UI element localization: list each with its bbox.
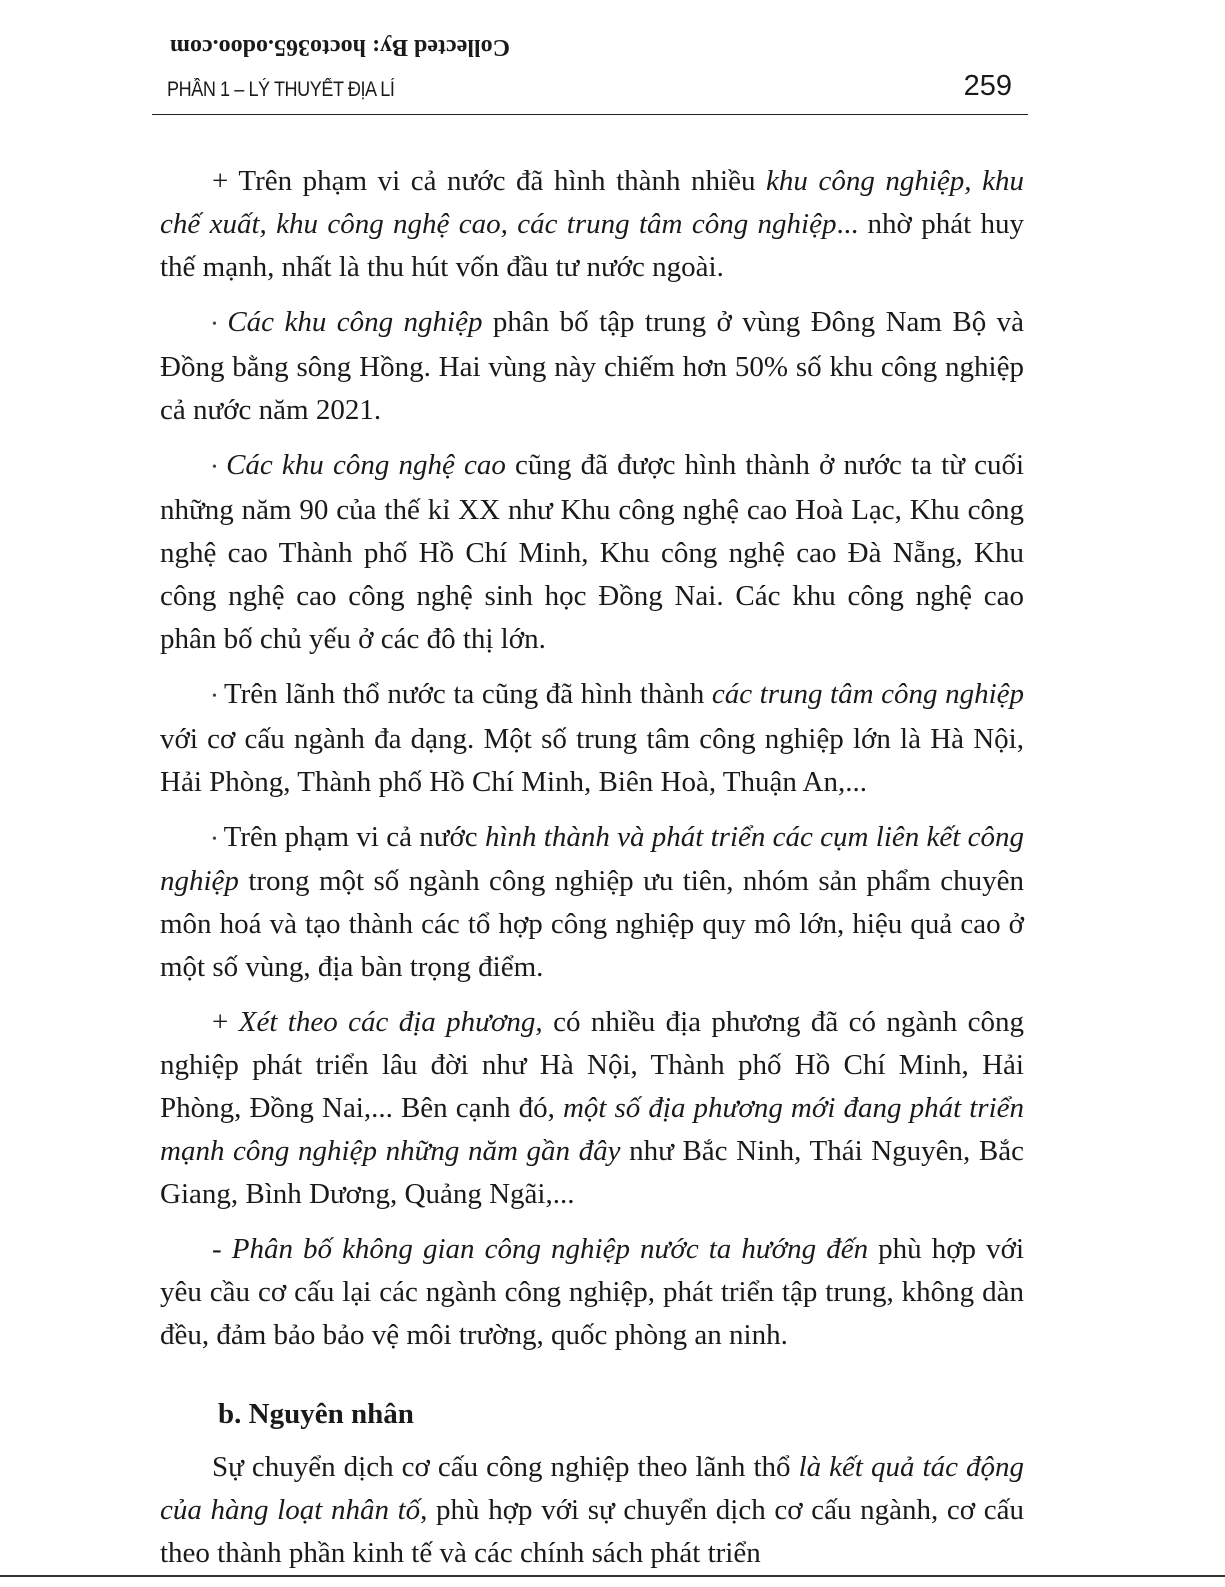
list-marker: •	[212, 688, 217, 704]
text-run: Trên phạm vi cả nước đã hình thành nhiều	[238, 165, 767, 197]
italic-run: Xét theo các địa phương,	[238, 1006, 543, 1039]
page-number: 259	[963, 70, 1012, 102]
italic-run: các trung tâm công nghiệp	[711, 677, 1024, 710]
text-run: phù hợp với yêu cầu cơ cấu lại các ngành công nghiệp, phát triển tập trung, không dàn đều, đảm bảo bảo vệ môi trường, quốc phòng an ninh.	[160, 1233, 1024, 1352]
paragraph	[160, 160, 1024, 289]
italic-run: là kết quả tác động của hàng loạt nhân tố	[160, 1451, 1024, 1527]
text-run: cũng đã được hình thành ở nước ta từ cuối những năm 90 của thế kỉ XX như Khu công nghệ cao Hoà Lạc, Khu công nghệ cao Thành phố Hồ Chí Minh, Khu công nghệ cao Đà Nẵng, Khu công nghệ cao công nghệ sinh học Đồng Nai. Các khu công nghệ cao phân bố chủ yếu ở các đô thị lớn.	[160, 448, 1024, 655]
list-marker: •	[212, 316, 217, 332]
text-run: phân bố tập trung ở vùng Đông Nam Bộ và Đồng bằng sông Hồng. Hai vùng này chiếm hơn 50% số khu công nghiệp cả nước năm 2021.	[160, 306, 1024, 426]
italic-run: hình thành và phát triển các cụm liên kết công nghiệp	[160, 820, 1024, 898]
text-run: Trên lãnh thổ nước ta cũng đã hình thành	[223, 677, 712, 710]
paragraph	[160, 444, 1024, 661]
italic-run: Các khu công nghệ cao	[226, 448, 506, 481]
text-run: có nhiều địa phương đã có ngành công nghiệp phát triển lâu đời như Hà Nội, Thành phố Hồ Chí Minh, Hải Phòng, Đồng Nai,... Bên cạnh đó,	[160, 1006, 1024, 1125]
list-marker: +	[212, 1006, 229, 1039]
paragraph	[160, 816, 1024, 990]
running-head: PHẦN 1 – LÝ THUYẾT ĐỊA LÍ	[167, 78, 395, 101]
italic-run: khu công nghiệp, khu chế xuất, khu công nghệ cao, các trung tâm công nghiệp	[160, 165, 1024, 240]
bottom-edge-line	[0, 1575, 1225, 1577]
italic-run: một số địa phương mới đang phát triển mạnh công nghiệp những năm gần đây	[160, 1092, 1024, 1168]
text-run: trong một số ngành công nghiệp ưu tiên, nhóm sản phẩm chuyên môn hoá và tạo thành các tổ hợp công nghiệp quy mô lớn, hiệu quả cao ở một số vùng, địa bàn trọng điểm.	[160, 865, 1024, 984]
text-run: với cơ cấu ngành đa dạng. Một số trung tâm công nghiệp lớn là Hà Nội, Hải Phòng, Thành phố Hồ Chí Minh, Biên Hoà, Thuận An,...	[160, 722, 1024, 798]
closing-paragraph	[160, 1446, 1024, 1575]
list-marker: •	[212, 831, 217, 847]
page-body	[160, 160, 1024, 1587]
body-paragraphs	[160, 160, 1024, 1357]
watermark-text: Collected By: hocto365.odoo.com	[170, 34, 510, 60]
paragraph	[160, 1228, 1024, 1357]
italic-run: Phân bố không gian công nghiệp nước ta hướng đến	[231, 1233, 869, 1266]
text-run: , phù hợp với sự chuyển dịch cơ cấu ngành, cơ cấu theo thành phần kinh tế và các chính sách phát triển	[160, 1494, 1024, 1570]
text-run: ... nhờ phát huy thế mạnh, nhất là thu hút vốn đầu tư nước ngoài.	[160, 208, 1025, 283]
paragraph	[160, 301, 1024, 432]
italic-run: Các khu công nghiệp	[227, 306, 483, 338]
list-marker: •	[212, 459, 217, 475]
paragraph	[160, 673, 1024, 804]
text-run: Sự chuyển dịch cơ cấu công nghiệp theo lãnh thổ	[212, 1451, 799, 1484]
text-run: Trên phạm vi cả nước	[223, 820, 485, 853]
header-rule	[152, 114, 1028, 115]
text-run: như Bắc Ninh, Thái Nguyên, Bắc Giang, Bình Dương, Quảng Ngãi,...	[160, 1135, 1025, 1211]
section-heading: b. Nguyên nhân	[218, 1398, 414, 1431]
list-marker: -	[212, 1233, 222, 1266]
paragraph	[160, 1001, 1024, 1216]
list-marker: +	[212, 165, 229, 197]
